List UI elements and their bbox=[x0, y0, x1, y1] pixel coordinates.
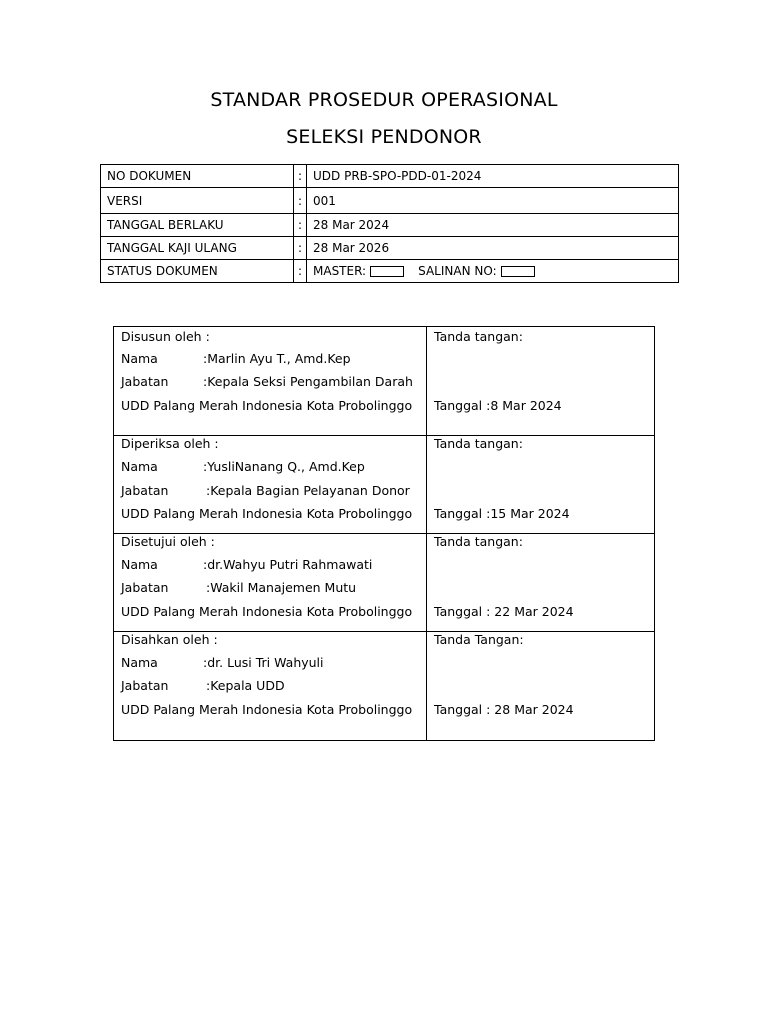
row-separator: : bbox=[294, 165, 307, 188]
table-row bbox=[101, 237, 679, 260]
approval-block bbox=[114, 632, 655, 741]
name-value: :YusliNanang Q., Amd.Kep bbox=[203, 459, 365, 474]
salinan-checkbox[interactable] bbox=[501, 266, 535, 277]
name-label: Nama bbox=[121, 557, 158, 572]
signature-label: Tanda tangan: bbox=[434, 329, 523, 344]
row-value: UDD PRB-SPO-PDD-01-2024 bbox=[307, 165, 679, 188]
position-label: Jabatan bbox=[121, 678, 169, 693]
organization-text: UDD Palang Merah Indonesia Kota Probolinggo bbox=[121, 506, 413, 521]
date-text: Tanggal :15 Mar 2024 bbox=[434, 506, 570, 521]
organization-text: UDD Palang Merah Indonesia Kota Probolinggo bbox=[121, 604, 413, 619]
name-value: :dr.Wahyu Putri Rahmawati bbox=[203, 557, 373, 572]
row-separator: : bbox=[294, 260, 307, 283]
signature-label: Tanda Tangan: bbox=[434, 632, 524, 647]
position-label: Jabatan bbox=[121, 483, 169, 498]
row-separator: : bbox=[294, 188, 307, 214]
position-label: Jabatan bbox=[121, 374, 169, 389]
approval-table bbox=[113, 326, 655, 741]
position-value: :Kepala UDD bbox=[206, 678, 285, 693]
master-checkbox[interactable] bbox=[370, 266, 404, 277]
name-line bbox=[121, 459, 365, 474]
position-line bbox=[121, 374, 413, 389]
row-label: VERSI bbox=[101, 188, 294, 214]
name-label: Nama bbox=[121, 351, 158, 366]
row-separator: : bbox=[294, 214, 307, 237]
role-label: Disusun oleh : bbox=[121, 329, 210, 344]
row-label: NO DOKUMEN bbox=[101, 165, 294, 188]
row-label: TANGGAL KAJI ULANG bbox=[101, 237, 294, 260]
row-value: 28 Mar 2026 bbox=[307, 237, 679, 260]
date-text: Tanggal : 28 Mar 2024 bbox=[434, 702, 574, 717]
signature-label: Tanda tangan: bbox=[434, 534, 523, 549]
document-subtitle: SELEKSI PENDONOR bbox=[286, 126, 482, 148]
position-value: :Kepala Seksi Pengambilan Darah bbox=[203, 374, 413, 389]
approval-block bbox=[114, 327, 655, 436]
signature-label: Tanda tangan: bbox=[434, 436, 523, 451]
position-line bbox=[121, 483, 410, 498]
row-value: 001 bbox=[307, 188, 679, 214]
approval-block bbox=[114, 436, 655, 534]
role-label: Disahkan oleh : bbox=[121, 632, 218, 647]
date-text: Tanggal :8 Mar 2024 bbox=[434, 398, 562, 413]
role-label: Disetujui oleh : bbox=[121, 534, 215, 549]
row-separator: : bbox=[294, 237, 307, 260]
name-line bbox=[121, 557, 372, 572]
document-title: STANDAR PROSEDUR OPERASIONAL bbox=[210, 89, 558, 111]
master-label: MASTER: bbox=[313, 264, 367, 278]
name-value: :dr. Lusi Tri Wahyuli bbox=[203, 655, 324, 670]
row-value bbox=[307, 260, 679, 283]
position-value: :Kepala Bagian Pelayanan Donor bbox=[206, 483, 410, 498]
organization-text: UDD Palang Merah Indonesia Kota Probolinggo bbox=[121, 398, 413, 413]
organization-text: UDD Palang Merah Indonesia Kota Probolinggo bbox=[121, 702, 413, 717]
position-line bbox=[121, 678, 285, 693]
table-row bbox=[101, 165, 679, 188]
name-value: :Marlin Ayu T., Amd.Kep bbox=[203, 351, 351, 366]
name-label: Nama bbox=[121, 459, 158, 474]
name-line bbox=[121, 351, 351, 366]
position-value: :Wakil Manajemen Mutu bbox=[206, 580, 357, 595]
table-row bbox=[101, 260, 679, 283]
name-line bbox=[121, 655, 324, 670]
name-label: Nama bbox=[121, 655, 158, 670]
table-row bbox=[101, 188, 679, 214]
row-label: STATUS DOKUMEN bbox=[101, 260, 294, 283]
row-value: 28 Mar 2024 bbox=[307, 214, 679, 237]
salinan-label: SALINAN NO: bbox=[418, 264, 497, 278]
position-line bbox=[121, 580, 356, 595]
position-label: Jabatan bbox=[121, 580, 169, 595]
date-text: Tanggal : 22 Mar 2024 bbox=[434, 604, 574, 619]
document-info-table bbox=[100, 164, 679, 283]
row-label: TANGGAL BERLAKU bbox=[101, 214, 294, 237]
approval-block bbox=[114, 534, 655, 632]
role-label: Diperiksa oleh : bbox=[121, 436, 219, 451]
table-row bbox=[101, 214, 679, 237]
